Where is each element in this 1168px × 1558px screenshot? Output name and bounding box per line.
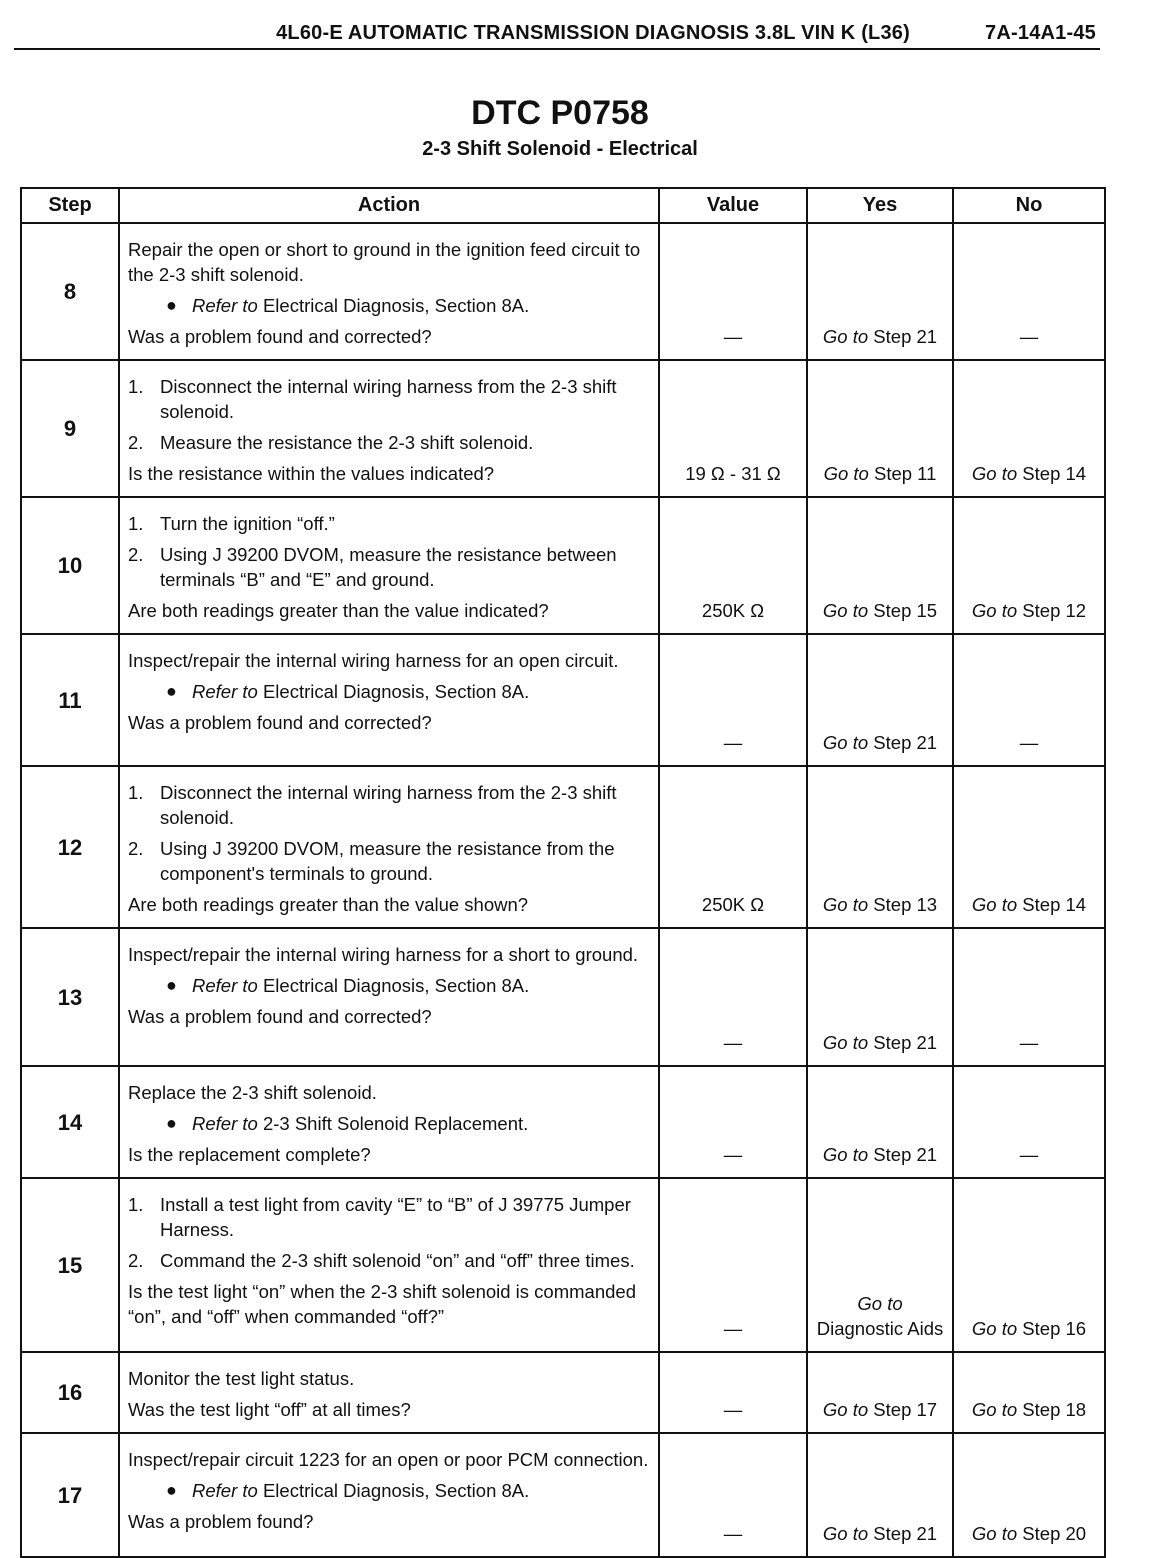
action-question: Are both readings greater than the value shown? (128, 894, 529, 915)
reference-bullet: ● Refer to Electrical Diagnosis, Section 8A. (166, 975, 530, 996)
reference-link[interactable]: Electrical Diagnosis, Section 8A. (262, 295, 530, 316)
column-header-yes: Yes (807, 188, 953, 223)
value-cell: — (659, 1178, 807, 1352)
table-row (21, 1352, 1105, 1433)
action-cell (119, 1352, 659, 1433)
action-text: Inspect/repair the internal wiring harness for an open circuit. (128, 650, 619, 671)
header-page-number: 7A-14A1-45 (985, 22, 1096, 44)
numbered-item: 1. Disconnect the internal wiring harness from the 2-3 shift solenoid. (128, 376, 617, 422)
no-cell[interactable]: Go to Step 12 (953, 497, 1105, 634)
step-number: 14 (21, 1066, 119, 1178)
bullet-icon: ● (166, 1480, 177, 1500)
action-cell (119, 1433, 659, 1557)
action-text: Repair the open or short to ground in the ignition feed circuit to the 2-3 shift solenoid. (128, 239, 641, 285)
column-header-value: Value (659, 188, 807, 223)
action-question: Is the resistance within the values indicated? (128, 463, 495, 484)
action-text: Inspect/repair the internal wiring harness for a short to ground. (128, 944, 639, 965)
action-cell (119, 497, 659, 634)
step-number: 16 (21, 1352, 119, 1433)
action-question: Was a problem found? (128, 1511, 314, 1532)
bullet-icon: ● (166, 681, 177, 701)
action-cell (119, 928, 659, 1066)
action-question: Are both readings greater than the value indicated? (128, 600, 549, 621)
action-text: Monitor the test light status. (128, 1368, 355, 1389)
step-number: 13 (21, 928, 119, 1066)
action-cell (119, 1066, 659, 1178)
header-title: 4L60-E AUTOMATIC TRANSMISSION DIAGNOSIS 3.8L VIN K (L36) (276, 22, 910, 44)
yes-cell[interactable]: Go to Step 21 (807, 223, 953, 360)
table-row (21, 1178, 1105, 1352)
step-number: 10 (21, 497, 119, 634)
table-row (21, 634, 1105, 766)
reference-bullet: ● Refer to Electrical Diagnosis, Section 8A. (166, 1480, 530, 1501)
value-cell: — (659, 634, 807, 766)
yes-cell[interactable]: Go to Step 21 (807, 1066, 953, 1178)
page-subtitle: 2-3 Shift Solenoid - Electrical (422, 138, 698, 160)
yes-cell[interactable]: Go to Diagnostic Aids (807, 1178, 953, 1352)
no-cell: — (953, 1066, 1105, 1178)
table-row (21, 360, 1105, 497)
value-cell: 250K Ω (659, 497, 807, 634)
action-cell (119, 766, 659, 928)
table-header-row (21, 188, 1105, 223)
numbered-item: 2. Using J 39200 DVOM, measure the resistance between terminals “B” and “E” and ground. (128, 544, 617, 590)
action-question: Was a problem found and corrected? (128, 1006, 432, 1027)
table-row (21, 223, 1105, 360)
bullet-icon: ● (166, 975, 177, 995)
numbered-item: 1. Install a test light from cavity “E” to “B” of J 39775 Jumper Harness. (128, 1194, 631, 1240)
reference-link[interactable]: Electrical Diagnosis, Section 8A. (262, 681, 530, 702)
action-cell (119, 634, 659, 766)
numbered-item: 2. Using J 39200 DVOM, measure the resistance from the component's terminals to ground. (128, 838, 615, 884)
no-cell[interactable]: Go to Step 14 (953, 766, 1105, 928)
reference-link[interactable]: 2-3 Shift Solenoid Replacement. (262, 1113, 529, 1134)
action-question: Was a problem found and corrected? (128, 326, 432, 347)
action-text: Inspect/repair circuit 1223 for an open or poor PCM connection. (128, 1449, 649, 1470)
reference-bullet: ● Refer to Electrical Diagnosis, Section 8A. (166, 681, 530, 702)
value-cell: 19 Ω - 31 Ω (659, 360, 807, 497)
yes-cell[interactable]: Go to Step 21 (807, 634, 953, 766)
numbered-item: 1. Disconnect the internal wiring harness from the 2-3 shift solenoid. (128, 782, 617, 828)
action-question: Is the test light “on” when the 2-3 shift solenoid is commanded “on”, and “off” when commanded “off?” (128, 1281, 636, 1327)
value-cell: — (659, 223, 807, 360)
yes-cell[interactable]: Go to Step 17 (807, 1352, 953, 1433)
value-cell: — (659, 1433, 807, 1557)
bullet-icon: ● (166, 295, 177, 315)
no-cell: — (953, 634, 1105, 766)
step-number: 8 (21, 223, 119, 360)
step-number: 15 (21, 1178, 119, 1352)
yes-cell[interactable]: Go to Step 21 (807, 1433, 953, 1557)
step-number: 11 (21, 634, 119, 766)
value-cell: 250K Ω (659, 766, 807, 928)
column-header-action: Action (119, 188, 659, 223)
column-header-no: No (953, 188, 1105, 223)
reference-bullet: ● Refer to 2-3 Shift Solenoid Replacement. (166, 1113, 529, 1134)
value-cell: — (659, 1352, 807, 1433)
no-cell[interactable]: Go to Step 20 (953, 1433, 1105, 1557)
running-header (14, 14, 1100, 50)
action-text: Replace the 2-3 shift solenoid. (128, 1082, 377, 1103)
table-row (21, 1066, 1105, 1178)
bullet-icon: ● (166, 1113, 177, 1133)
table-row (21, 766, 1105, 928)
action-question: Is the replacement complete? (128, 1144, 371, 1165)
diagnostic-table (20, 187, 1106, 1558)
step-number: 17 (21, 1433, 119, 1557)
no-cell[interactable]: Go to Step 16 (953, 1178, 1105, 1352)
yes-cell[interactable]: Go to Step 15 (807, 497, 953, 634)
step-number: 9 (21, 360, 119, 497)
no-cell: — (953, 928, 1105, 1066)
no-cell: — (953, 223, 1105, 360)
value-cell: — (659, 1066, 807, 1178)
numbered-item: 2. Command the 2-3 shift solenoid “on” and “off” three times. (128, 1250, 635, 1271)
table-row (21, 1433, 1105, 1557)
reference-bullet: ● Refer to Electrical Diagnosis, Section 8A. (166, 295, 530, 316)
column-header-step: Step (21, 188, 119, 223)
numbered-item: 1. Turn the ignition “off.” (128, 513, 335, 534)
value-cell: — (659, 928, 807, 1066)
no-cell[interactable]: Go to Step 14 (953, 360, 1105, 497)
action-cell (119, 223, 659, 360)
yes-cell[interactable]: Go to Step 21 (807, 928, 953, 1066)
page-title: DTC P0758 (471, 94, 649, 132)
step-number: 12 (21, 766, 119, 928)
action-cell (119, 1178, 659, 1352)
table-row (21, 928, 1105, 1066)
numbered-item: 2. Measure the resistance the 2-3 shift solenoid. (128, 432, 534, 453)
table-row (21, 497, 1105, 634)
yes-cell[interactable]: Go to Step 13 (807, 766, 953, 928)
reference-link[interactable]: Electrical Diagnosis, Section 8A. (262, 975, 530, 996)
yes-cell[interactable]: Go to Step 11 (807, 360, 953, 497)
action-question: Was the test light “off” at all times? (128, 1399, 411, 1420)
reference-link[interactable]: Electrical Diagnosis, Section 8A. (262, 1480, 530, 1501)
action-question: Was a problem found and corrected? (128, 712, 432, 733)
no-cell[interactable]: Go to Step 18 (953, 1352, 1105, 1433)
action-cell (119, 360, 659, 497)
